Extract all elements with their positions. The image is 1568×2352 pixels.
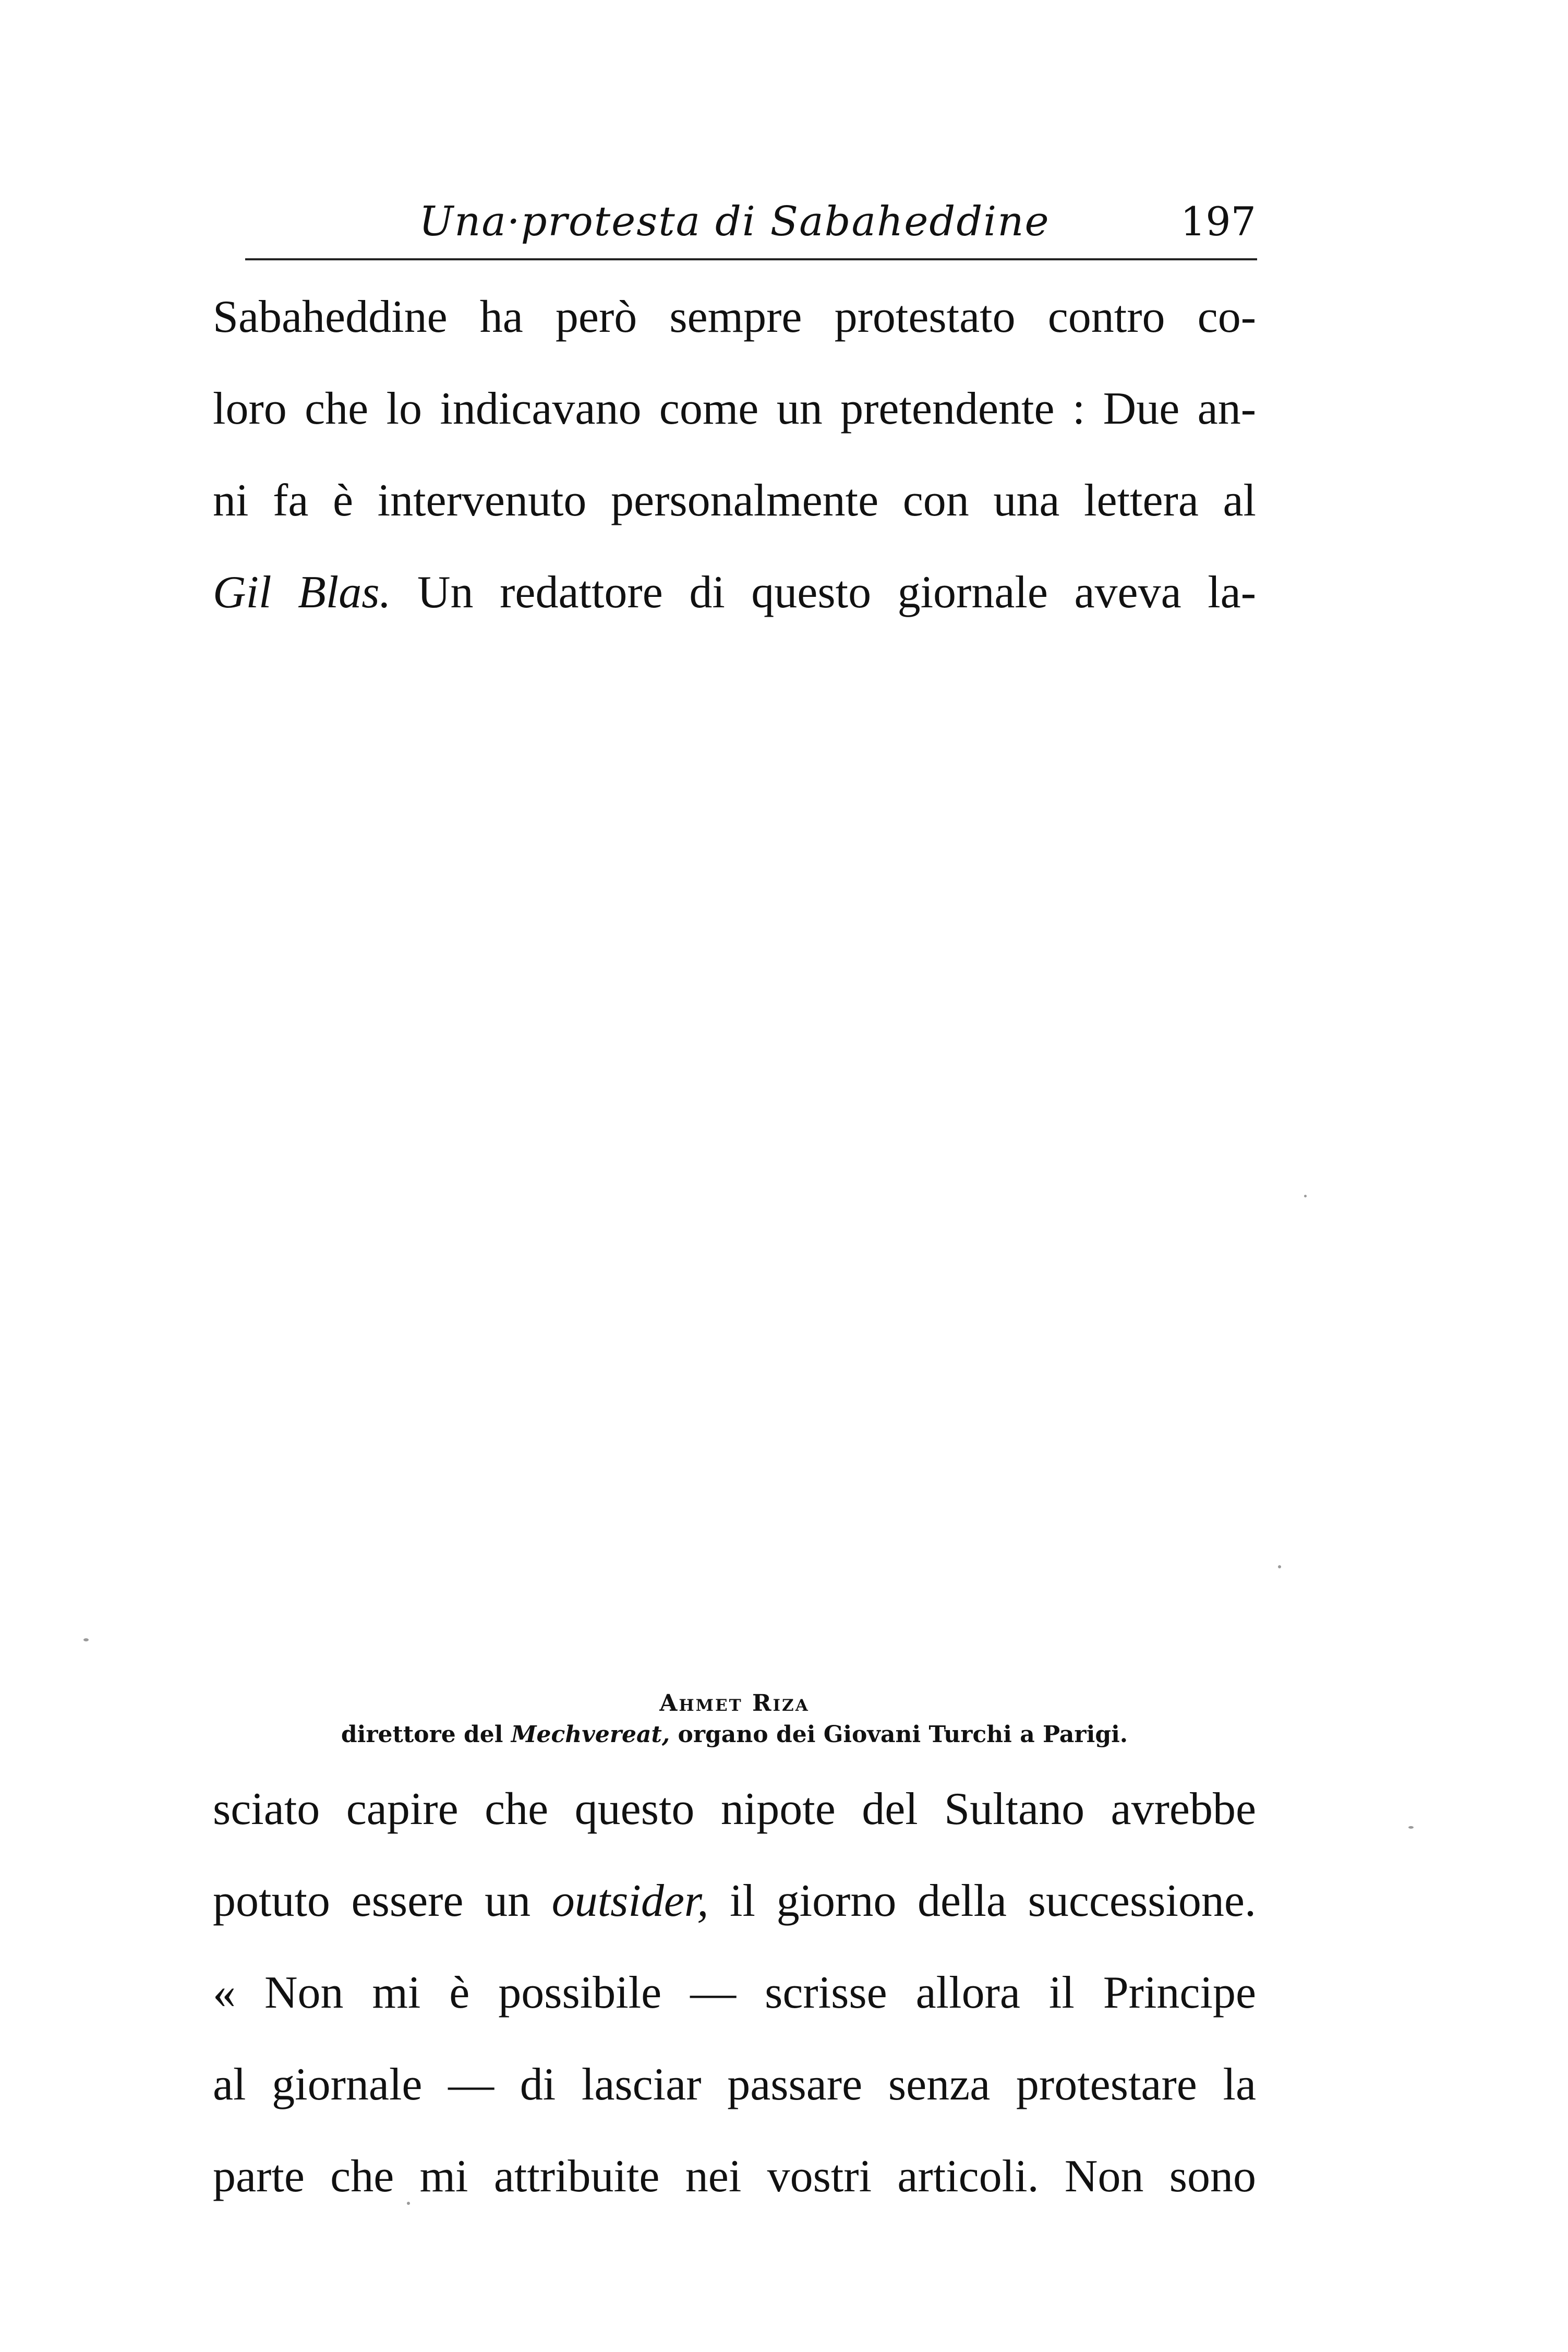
caption-fragment: organo dei Giovani Turchi a Parigi. bbox=[670, 1721, 1128, 1748]
figure-caption bbox=[213, 1688, 1256, 1750]
italic-word: outsider, bbox=[551, 1876, 709, 1926]
paper-speck bbox=[83, 1638, 89, 1641]
running-title: Una·protesta di Sabaheddine bbox=[419, 198, 1050, 245]
caption-description bbox=[213, 1719, 1256, 1750]
page-number: 197 bbox=[1180, 198, 1256, 245]
text-line: Sabaheddine ha però sempre protestato contro co- bbox=[213, 292, 1256, 342]
paper-speck bbox=[407, 2202, 410, 2205]
caption-fragment: direttore del bbox=[341, 1721, 511, 1748]
caption-name: Ahmet Riza bbox=[659, 1690, 810, 1717]
caption-italic: Mechvereat, bbox=[511, 1721, 670, 1748]
text-line: ni fa è intervenuto personalmente con una lettera al bbox=[213, 475, 1256, 526]
text-line: parte che mi attribuite nei vostri articoli. Non sono bbox=[213, 2151, 1256, 2202]
text-fragment: Un redattore di questo giornale aveva la- bbox=[391, 567, 1256, 618]
header-rule bbox=[245, 258, 1257, 260]
text-line: al giornale — di lasciar passare senza protestare la bbox=[213, 2059, 1256, 2110]
text-fragment: potuto essere un bbox=[213, 1876, 552, 1926]
running-head bbox=[213, 198, 1256, 261]
portrait-illustration-area bbox=[213, 522, 1256, 1696]
italic-title: Gil Blas. bbox=[213, 567, 391, 618]
bottom-paragraph bbox=[213, 1763, 1256, 2223]
paper-speck bbox=[1304, 1195, 1307, 1197]
text-line bbox=[213, 1855, 1256, 1947]
text-line: sciato capire che questo nipote del Sultano avrebbe bbox=[213, 1784, 1256, 1834]
text-fragment: il giorno della successione. bbox=[708, 1876, 1256, 1926]
text-line: loro che lo indicavano come un pretendente : Due an- bbox=[213, 383, 1256, 434]
paper-speck bbox=[1278, 1565, 1281, 1568]
paper-speck bbox=[1408, 1826, 1414, 1829]
text-line: « Non mi è possibile — scrisse allora il Principe bbox=[213, 1967, 1256, 2018]
